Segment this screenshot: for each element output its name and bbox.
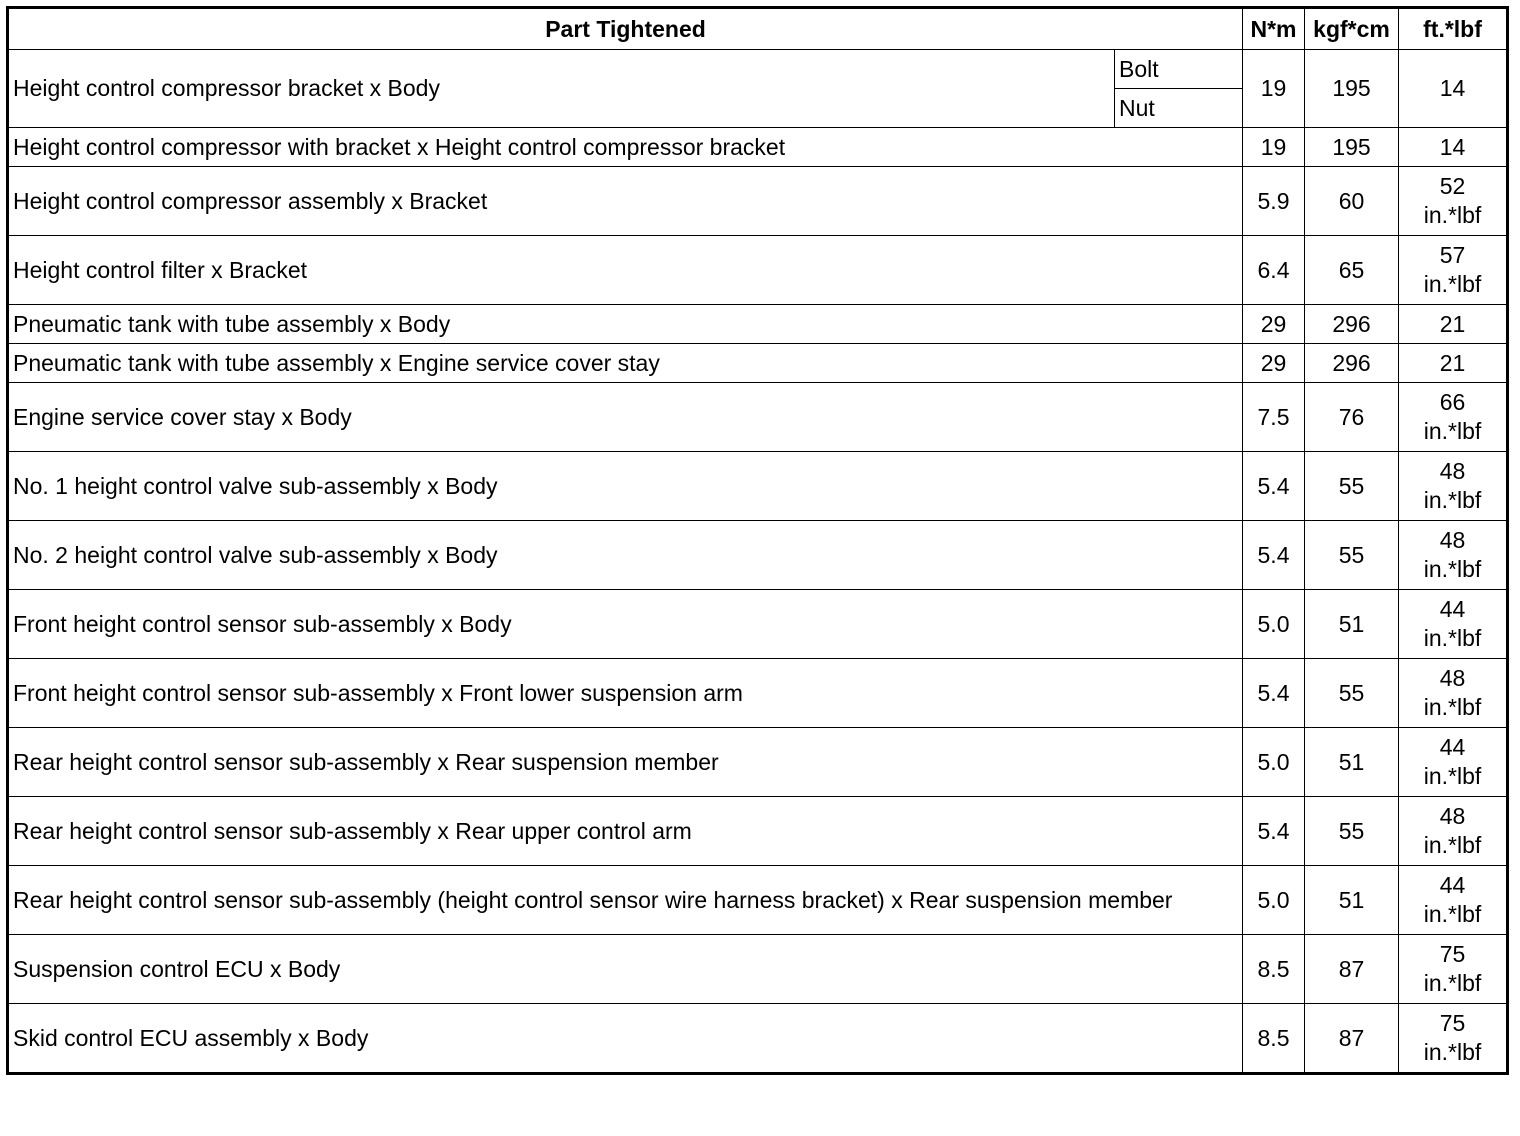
ftlbf-value: 66 — [1439, 389, 1466, 415]
table-row — [8, 383, 1508, 452]
ftlbf-cell — [1399, 521, 1508, 590]
ftlbf-cell — [1399, 452, 1508, 521]
kgfcm-cell: 55 — [1305, 521, 1399, 590]
kgfcm-cell: 51 — [1305, 728, 1399, 797]
nm-cell: 5.4 — [1243, 797, 1305, 866]
kgfcm-cell: 60 — [1305, 167, 1399, 236]
ftlbf-value: 48 — [1439, 665, 1466, 691]
kgfcm-cell: 55 — [1305, 452, 1399, 521]
ftlbf-cell — [1399, 590, 1508, 659]
ftlbf-cell — [1399, 728, 1508, 797]
ftlbf-value: 52 — [1439, 173, 1466, 199]
nm-cell: 19 — [1243, 128, 1305, 167]
ftlbf-value: 75 — [1439, 941, 1466, 967]
table-row — [8, 590, 1508, 659]
table-row — [8, 305, 1508, 344]
part-cell: Skid control ECU assembly x Body — [8, 1004, 1243, 1074]
kgfcm-cell: 51 — [1305, 866, 1399, 935]
ftlbf-cell — [1399, 866, 1508, 935]
part-cell: Height control filter x Bracket — [8, 236, 1243, 305]
kgfcm-cell: 65 — [1305, 236, 1399, 305]
ftlbf-unit: in.*lbf — [1423, 202, 1482, 228]
ftlbf-cell — [1399, 383, 1508, 452]
table-row — [8, 167, 1508, 236]
ftlbf-cell — [1399, 236, 1508, 305]
kgfcm-cell: 296 — [1305, 344, 1399, 383]
ftlbf-value: 48 — [1439, 458, 1466, 484]
part-cell: Rear height control sensor sub-assembly x Rear suspension member — [8, 728, 1243, 797]
table-row — [8, 521, 1508, 590]
ftlbf-cell — [1399, 128, 1508, 167]
ftlbf-cell — [1399, 1004, 1508, 1074]
ftlbf-cell — [1399, 935, 1508, 1004]
fastener-nut: Nut — [1115, 89, 1243, 128]
kgfcm-cell: 76 — [1305, 383, 1399, 452]
table-row — [8, 797, 1508, 866]
part-cell: Height control compressor with bracket x Height control compressor bracket — [8, 128, 1243, 167]
part-cell: Rear height control sensor sub-assembly x Rear upper control arm — [8, 797, 1243, 866]
ftlbf-cell: 14 — [1399, 50, 1508, 128]
part-cell: Pneumatic tank with tube assembly x Engine service cover stay — [8, 344, 1243, 383]
ftlbf-unit: in.*lbf — [1423, 901, 1482, 927]
nm-cell: 5.0 — [1243, 590, 1305, 659]
ftlbf-unit: in.*lbf — [1423, 970, 1482, 996]
table-row — [8, 935, 1508, 1004]
ftlbf-unit: in.*lbf — [1423, 625, 1482, 651]
ftlbf-unit: in.*lbf — [1423, 271, 1482, 297]
table-row — [8, 236, 1508, 305]
ftlbf-unit: in.*lbf — [1423, 556, 1482, 582]
nm-cell: 5.4 — [1243, 659, 1305, 728]
kgfcm-cell: 55 — [1305, 797, 1399, 866]
header-kgfcm: kgf*cm — [1305, 8, 1399, 50]
kgfcm-cell: 87 — [1305, 1004, 1399, 1074]
nm-cell: 5.4 — [1243, 521, 1305, 590]
header-part-tightened: Part Tightened — [8, 8, 1243, 50]
ftlbf-cell — [1399, 305, 1508, 344]
nm-cell: 5.0 — [1243, 866, 1305, 935]
part-cell: Front height control sensor sub-assembly x Front lower suspension arm — [8, 659, 1243, 728]
table-row — [8, 50, 1508, 89]
part-cell: Rear height control sensor sub-assembly (height control sensor wire harness bracket) x Rear suspension member — [8, 866, 1243, 935]
ftlbf-unit: in.*lbf — [1423, 694, 1482, 720]
kgfcm-cell: 51 — [1305, 590, 1399, 659]
kgfcm-cell: 55 — [1305, 659, 1399, 728]
ftlbf-value: 75 — [1439, 1010, 1466, 1036]
part-cell: Front height control sensor sub-assembly x Body — [8, 590, 1243, 659]
ftlbf-value: 44 — [1439, 734, 1466, 760]
header-ftlbf: ft.*lbf — [1399, 8, 1508, 50]
table-row — [8, 452, 1508, 521]
nm-cell: 8.5 — [1243, 935, 1305, 1004]
table-row — [8, 866, 1508, 935]
ftlbf-unit: in.*lbf — [1423, 832, 1482, 858]
part-cell: No. 1 height control valve sub-assembly x Body — [8, 452, 1243, 521]
header-row — [8, 8, 1508, 50]
table-row — [8, 659, 1508, 728]
part-cell: Engine service cover stay x Body — [8, 383, 1243, 452]
kgfcm-cell: 195 — [1305, 50, 1399, 128]
nm-cell: 5.4 — [1243, 452, 1305, 521]
ftlbf-value: 44 — [1439, 872, 1466, 898]
ftlbf-value: 48 — [1439, 803, 1466, 829]
nm-cell: 7.5 — [1243, 383, 1305, 452]
ftlbf-cell — [1399, 797, 1508, 866]
nm-cell: 8.5 — [1243, 1004, 1305, 1074]
table-row — [8, 1004, 1508, 1074]
ftlbf-cell — [1399, 344, 1508, 383]
torque-spec-table — [6, 6, 1509, 1075]
table-row — [8, 728, 1508, 797]
table-row — [8, 128, 1508, 167]
nm-cell: 29 — [1243, 305, 1305, 344]
ftlbf-cell — [1399, 659, 1508, 728]
nm-cell: 5.9 — [1243, 167, 1305, 236]
ftlbf-unit: in.*lbf — [1423, 1039, 1482, 1065]
ftlbf-value: 14 — [1439, 133, 1466, 160]
ftlbf-value: 21 — [1439, 310, 1466, 337]
ftlbf-value: 48 — [1439, 527, 1466, 553]
header-nm: N*m — [1243, 8, 1305, 50]
ftlbf-cell — [1399, 167, 1508, 236]
fastener-bolt: Bolt — [1115, 50, 1243, 89]
part-cell: Height control compressor bracket x Body — [8, 50, 1115, 128]
kgfcm-cell: 296 — [1305, 305, 1399, 344]
part-cell: Pneumatic tank with tube assembly x Body — [8, 305, 1243, 344]
part-cell: Height control compressor assembly x Bracket — [8, 167, 1243, 236]
table-row — [8, 344, 1508, 383]
nm-cell: 5.0 — [1243, 728, 1305, 797]
ftlbf-unit: in.*lbf — [1423, 763, 1482, 789]
part-cell: No. 2 height control valve sub-assembly x Body — [8, 521, 1243, 590]
kgfcm-cell: 195 — [1305, 128, 1399, 167]
ftlbf-value: 44 — [1439, 596, 1466, 622]
kgfcm-cell: 87 — [1305, 935, 1399, 1004]
ftlbf-value: 21 — [1439, 349, 1466, 376]
ftlbf-unit: in.*lbf — [1423, 487, 1482, 513]
part-cell: Suspension control ECU x Body — [8, 935, 1243, 1004]
nm-cell: 29 — [1243, 344, 1305, 383]
nm-cell: 19 — [1243, 50, 1305, 128]
ftlbf-value: 57 — [1439, 242, 1466, 268]
ftlbf-unit: in.*lbf — [1423, 418, 1482, 444]
nm-cell: 6.4 — [1243, 236, 1305, 305]
